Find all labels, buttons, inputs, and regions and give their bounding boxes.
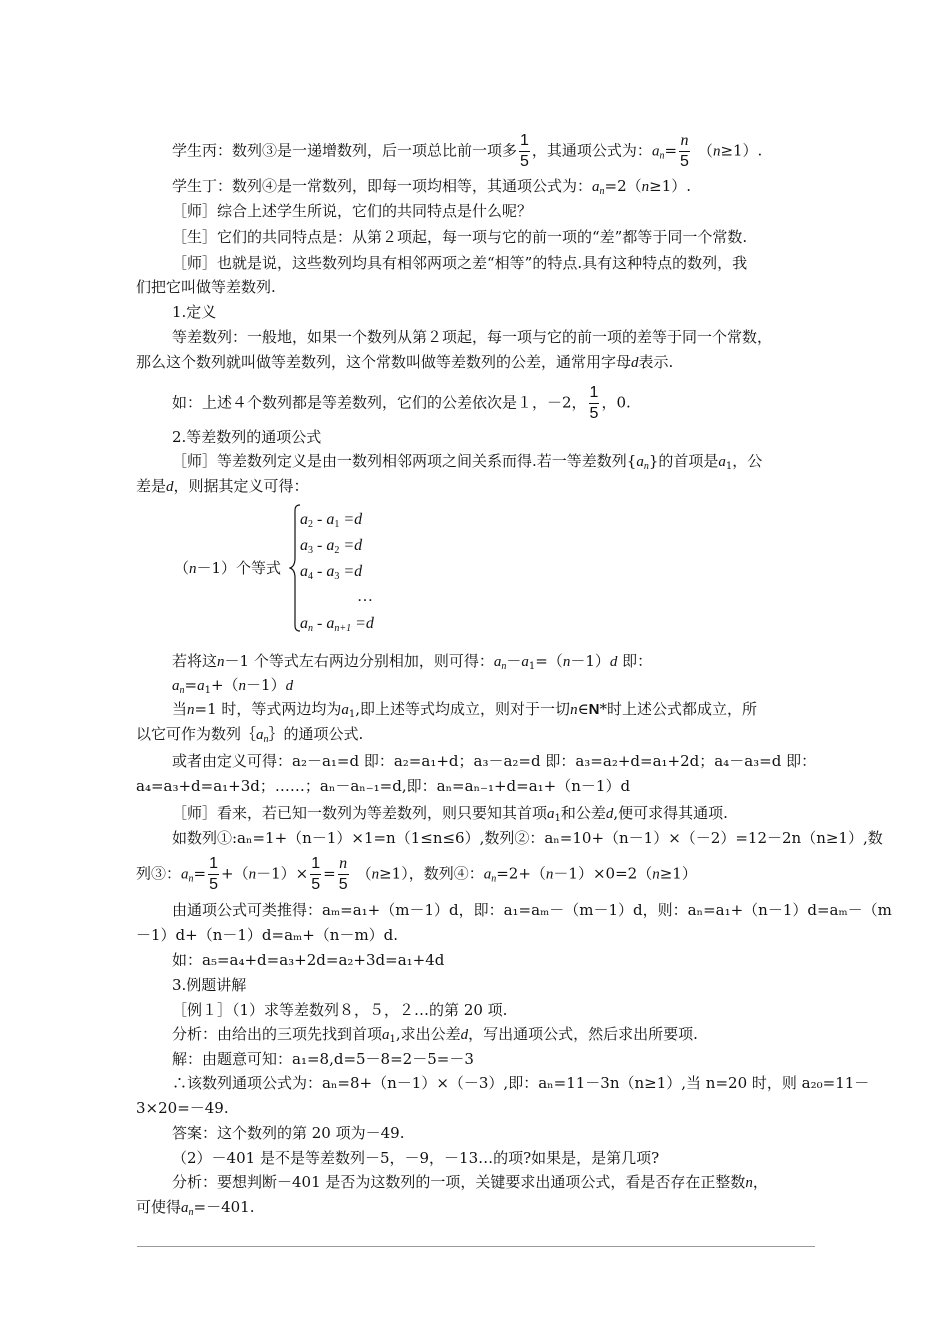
fraction-one-fifth: $\frac{1}{5}$ bbox=[589, 384, 599, 422]
paragraph-example-differences: 如：上述４个数列都是等差数列，它们的公差依次是１，－2， $\frac{1}{5}$ ，0. bbox=[172, 384, 631, 422]
paragraph-teacher-question: ［师］综合上述学生所说，它们的共同特点是什么呢？ bbox=[172, 202, 533, 220]
system-label: （n－1）个等式 bbox=[174, 559, 282, 577]
equation-ellipsis: … bbox=[357, 588, 373, 605]
paragraph-definition-2: 那么这个数列就叫做等差数列，这个常数叫做等差数列的公差，通常用字母d表示. bbox=[136, 353, 674, 371]
formula-general-term: $a_n=a_1+(n-1)d$ bbox=[172, 676, 294, 696]
heading-definition: 1.定义 bbox=[172, 303, 217, 321]
paragraph-student-bing: 学生丙：数列③是一递增数列，后一项总比前一项多 $\frac{1}{5}$ ，其通项公式为：$a_n=$ $\frac{n}{5}$ （n≥1）. bbox=[172, 132, 763, 170]
paragraph-examples-2: 列③：$a_n=$ $\frac{1}{5}$ +（n－1）× $\frac{1}{5}$ = $\frac{n}{5}$ （n≥1），数列④：$a_n=2+(n-1)\times 0=2(n\ge 1)$ bbox=[136, 855, 697, 893]
example-1-formula-2: 3×20=－49. bbox=[136, 1099, 229, 1117]
fraction-one-fifth: $\frac{1}{5}$ bbox=[520, 132, 529, 170]
paragraph-teacher-summary-2: 们把它叫做等差数列. bbox=[136, 278, 276, 296]
paragraph-sum-equations: 若将这n－1 个等式左右两边分别相加，则可得：$a_n-a_1=(n-1)d$ 即： bbox=[172, 652, 653, 672]
paragraph-alternative-derivation-1: 或者由定义可得：a₂－a₁=d 即：a₂=a₁+d；a₃－a₂=d 即：a₃=a₂+d=a₁+2d；a₄－a₃=d 即： bbox=[172, 752, 817, 770]
paragraph-example-a5: 如：a₅=a₄+d=a₃+2d=a₂+3d=a₁+4d bbox=[172, 951, 445, 969]
equation-line-n: $a_n - a_{n+1} =d$ bbox=[300, 615, 374, 634]
example-1-part-1: ［例１］（1）求等差数列８，５，２…的第 20 项. bbox=[172, 1001, 508, 1019]
fraction-n-fifth: $\frac{n}{5}$ bbox=[338, 855, 348, 893]
paragraph-student-ding: 学生丁：数列④是一常数列，即每一项均相等，其通项公式为：$a_n=2(n\ge 1)$. bbox=[172, 177, 692, 197]
heading-general-term: 2.等差数列的通项公式 bbox=[172, 428, 322, 446]
equation-line-1: $a_2 - a_1 =d$ bbox=[300, 511, 363, 530]
example-1-part-2-analysis: 分析：要想判断－401 是否为这数列的一项，关键要求出通项公式，看是否存在正整数n， bbox=[172, 1173, 768, 1191]
paragraph-derivation-2: 差是d，则据其定义可得： bbox=[136, 477, 309, 495]
equation-line-3: $a_4 - a_3 =d$ bbox=[300, 563, 363, 582]
example-1-analysis: 分析：由给出的三项先找到首项$a_1$,求出公差d，写出通项公式，然后求出所要项. bbox=[172, 1025, 698, 1045]
example-1-part-2-analysis-cont: 可使得$a_n=-401$. bbox=[136, 1198, 255, 1218]
example-1-solution: 解：由题意可知：a₁=8,d=5－8=2－5=－3 bbox=[172, 1050, 474, 1068]
example-1-answer: 答案：这个数列的第 20 项为－49. bbox=[172, 1124, 405, 1142]
paragraph-n-equals-1: 当n=1 时，等式两边均为$a_1$,即上述等式均成立，则对于一切n∈N*时上述公式都成立，所 bbox=[172, 700, 758, 720]
fraction-one-fifth: $\frac{1}{5}$ bbox=[311, 855, 321, 893]
paragraph-examples-1: 如数列①:aₙ=1+（n－1）×1=n（1≤n≤6）,数列②：aₙ=10+（n－1）×（－2）=12－2n（n≥1）,数 bbox=[172, 829, 883, 847]
example-1-part-2: （2）－401 是不是等差数列－5，－9，－13…的项?如果是，是第几项? bbox=[172, 1149, 660, 1167]
fraction-n-fifth: $\frac{n}{5}$ bbox=[680, 132, 689, 170]
paragraph-teacher-conclusion: ［师］看来，若已知一数列为等差数列，则只要知其首项$a_1$和公差d,便可求得其通项. bbox=[172, 804, 728, 824]
paragraph-generalization-1: 由通项公式可类推得：aₘ=a₁+（m－1）d，即：a₁=aₘ－（m－1）d，则：aₙ=a₁+（n－1）d=aₘ－（m bbox=[172, 901, 892, 919]
heading-examples: 3.例题讲解 bbox=[172, 976, 247, 994]
fraction-one-fifth: $\frac{1}{5}$ bbox=[209, 855, 218, 893]
paragraph-derivation-1: ［师］等差数列定义是由一数列相邻两项之间关系而得.若一等差数列$\{a_n\}$的首项是$a_1$，公 bbox=[172, 452, 763, 472]
example-1-formula-1: ∴该数列通项公式为：aₙ=8+（n－1）×（－3）,即：aₙ=11－3n（n≥1）,当 n=20 时，则 a₂₀=11－ bbox=[172, 1074, 870, 1092]
paragraph-definition-1: 等差数列：一般地，如果一个数列从第２项起，每一项与它的前一项的差等于同一个常数， bbox=[172, 328, 773, 346]
paragraph-alternative-derivation-2: a₄=a₃+d=a₁+3d；……；aₙ－aₙ₋₁=d,即：aₙ=aₙ₋₁+d=a₁+（n－1）d bbox=[136, 777, 631, 795]
paragraph-n-equals-1-cont: 以它可作为数列$\{a_n\}$的通项公式. bbox=[136, 725, 364, 745]
paragraph-teacher-summary-1: ［师］也就是说，这些数列均具有相邻两项之差“相等”的特点.具有这种特点的数列，我 bbox=[172, 254, 748, 272]
paragraph-generalization-2: －1）d+（n－1）d=aₘ+（n－m）d. bbox=[136, 926, 399, 944]
footer-divider bbox=[137, 1246, 815, 1247]
equation-line-2: $a_3 - a_2 =d$ bbox=[300, 537, 363, 556]
paragraph-student-answer: ［生］它们的共同特点是：从第２项起，每一项与它的前一项的“差”都等于同一个常数. bbox=[172, 228, 748, 246]
